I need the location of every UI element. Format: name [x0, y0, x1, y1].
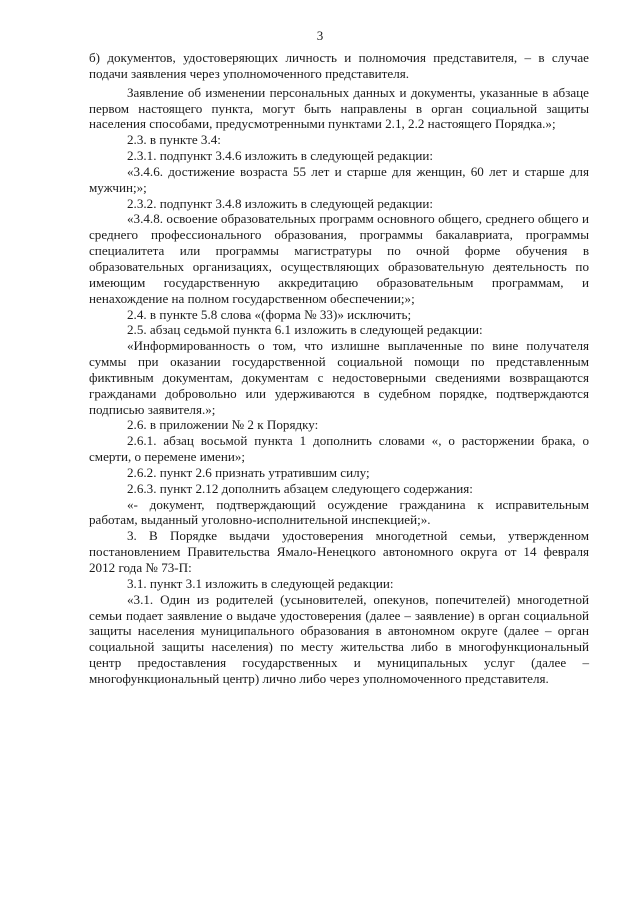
paragraph: 2.3. в пункте 3.4: — [127, 132, 221, 148]
paragraph: 2.6. в приложении № 2 к Порядку: — [127, 417, 319, 433]
paragraph: 2.5. абзац седьмой пункта 6.1 изложить в следующей редакции: — [127, 322, 483, 338]
paragraph: «3.1. Один из родителей (усыновителей, опекунов, попечителей) многодетной семьи подает заявление о выдаче удостоверения (далее – заявление) в орган социальной защиты населения муниципального образования в автономном округе (далее – орган социальной защиты населения) по месту жительства либо в многофункциональный центр предоставления государственных и муниципальных услуг (далее – многофункциональный центр) лично либо через уполномоченного представителя. — [89, 591, 589, 686]
paragraph: «Информированность о том, что излишне выплаченные по вине получателя суммы при оказании государственной социальной помощи по представленным фиктивным документам, документам с недостоверными сведениями возвращаются гражданами добровольно или удерживаются в судебном порядке, подтверждаются подписью заявителя.»; — [89, 338, 589, 417]
paragraph: «3.4.6. достижение возраста 55 лет и старше для женщин, 60 лет и старше для мужчин;»; — [89, 163, 589, 195]
document-body — [89, 50, 589, 687]
paragraph: 2.6.3. пункт 2.12 дополнить абзацем следующего содержания: — [127, 480, 473, 496]
paragraph: «- документ, подтверждающий осуждение гражданина к исправительным работам, выданный уголовно-исполнительной инспекцией;». — [89, 496, 589, 528]
paragraph: «3.4.8. освоение образовательных программ основного общего, среднего общего и среднего профессионального образования, программы бакалавриата, программы специалитета или программы магистратуры по очной форме обучения в образовательных организациях, осуществляющих образовательную деятельность по имеющим государственную аккредитацию образовательным программам, и ненахождение на полном государственном обеспечении;»; — [89, 211, 589, 306]
paragraph: 3.1. пункт 3.1 изложить в следующей редакции: — [127, 575, 394, 591]
paragraph: 2.6.2. пункт 2.6 признать утратившим силу; — [127, 464, 370, 480]
page-number: 3 — [316, 28, 324, 43]
paragraph: Заявление об изменении персональных данных и документы, указанные в абзаце первом настоящего пункта, могут быть направлены в орган социальной защиты населения способами, предусмотренными пунктами 2.1, 2.2 настоящего Порядка.»; — [89, 84, 589, 132]
paragraph: 2.4. в пункте 5.8 слова «(форма № 33)» исключить; — [127, 306, 412, 322]
paragraph: б) документов, удостоверяющих личность и полномочия представителя, – в случае подачи заявления через уполномоченного представителя. — [89, 50, 589, 81]
paragraph: 2.3.1. подпункт 3.4.6 изложить в следующей редакции: — [127, 148, 434, 164]
paragraph: 2.3.2. подпункт 3.4.8 изложить в следующей редакции: — [127, 195, 434, 211]
paragraph: 3. В Порядке выдачи удостоверения многодетной семьи, утвержденном постановлением Правительства Ямало-Ненецкого автономного округа от 14 февраля 2012 года № 73-П: — [89, 528, 589, 575]
paragraph: 2.6.1. абзац восьмой пункта 1 дополнить словами «, о расторжении брака, о смерти, о перемене имени»; — [89, 433, 589, 465]
